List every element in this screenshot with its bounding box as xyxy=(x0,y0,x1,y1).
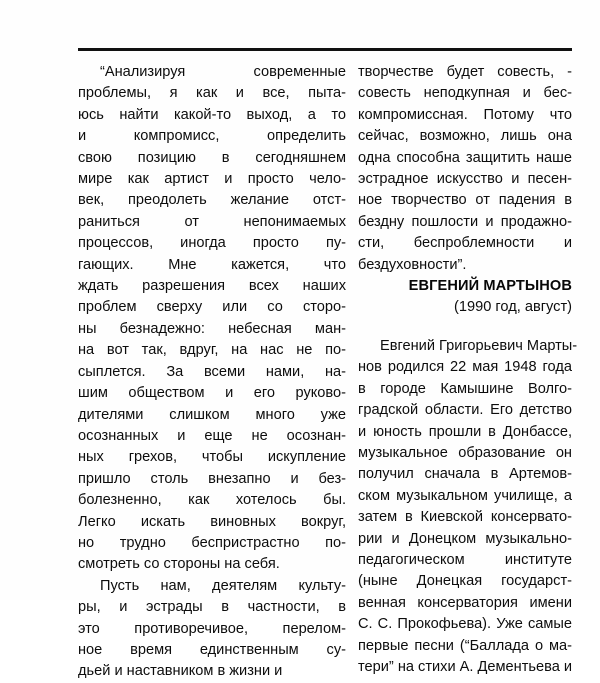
text-line: педагогическом институте xyxy=(358,551,572,568)
text-line: проблемы, я как и все, пыта- xyxy=(78,85,346,102)
text-line: Легко искать виновных вокруг, xyxy=(78,513,346,530)
author-name: ЕВГЕНИЙ МАРТЫНОВ xyxy=(408,278,572,295)
text-line: тери” на стихи А. Дементьева и xyxy=(358,658,573,675)
text-line: шим обществом и его руково- xyxy=(78,385,346,402)
text-line: ное творчество от падения в xyxy=(358,192,572,209)
text-line: век, преодолеть желание отст- xyxy=(78,192,346,209)
text-line: ны безнадежно: небесная ман- xyxy=(78,320,346,337)
text-line: дителями слишком много уже xyxy=(78,406,346,423)
biography-paragraph xyxy=(358,336,578,679)
text-line: на вот так, вдруг, на нас не по- xyxy=(78,342,346,359)
text-line: ных грехов, чтобы искупление xyxy=(78,449,346,466)
text-line: и юность прошли в Донбассе, xyxy=(358,423,572,440)
text-line: Евгений Григорьевич Марты- xyxy=(380,337,578,354)
text-line: нов родился 22 мая 1948 года xyxy=(358,359,572,376)
text-line: рии и Донецком музыкально- xyxy=(358,530,572,547)
text-line: компромиссная. Потому что xyxy=(358,106,572,123)
top-horizontal-rule xyxy=(78,48,572,51)
text-line: венная консерватория имени xyxy=(358,594,572,611)
text-line: затем в Киевской консервато- xyxy=(358,509,572,526)
text-line: в городе Камышине Волго- xyxy=(358,380,572,397)
text-line: совесть неподкупная и бес- xyxy=(358,85,572,102)
text-line: сыплется. За всеми нами, на- xyxy=(78,363,346,380)
text-line: свою позицию в сегодняшнем xyxy=(78,149,346,166)
quote-continuation-paragraph xyxy=(358,62,572,276)
text-line: получил сначала в Артемов- xyxy=(358,466,572,483)
text-line: это противоречивое, перелом- xyxy=(78,620,346,637)
text-line: первые песни (“Баллада о ма- xyxy=(358,637,572,654)
text-line: процессов, иногда просто пу- xyxy=(78,235,346,252)
text-line: творчестве будет совесть, - xyxy=(358,64,572,80)
quote-paragraph-1 xyxy=(78,62,346,576)
text-line: С. С. Прокофьева). Уже самые xyxy=(358,616,572,633)
text-line: и компромисс, определить xyxy=(78,128,346,145)
paragraph-spacer xyxy=(358,319,572,336)
text-line: сти, беспроблемности и xyxy=(358,235,572,252)
text-line: “Анализируя современные xyxy=(100,64,346,80)
text-line: эстрадное искусство и песен- xyxy=(358,171,572,188)
author-date: (1990 год, август) xyxy=(454,299,572,316)
text-line: одна способна защитить наше xyxy=(358,149,572,166)
text-line: болезненно, как хотелось бы. xyxy=(78,492,346,509)
text-line: пришло столь внезапно и без- xyxy=(78,470,346,487)
text-line: бездну пошлости и продажно- xyxy=(358,213,572,230)
text-line: ры, и эстрады в частности, в xyxy=(78,599,346,616)
text-line: мире как артист и просто чело- xyxy=(78,171,346,188)
text-line: бездуховности”. xyxy=(358,256,467,273)
two-column-text-body xyxy=(0,62,600,683)
left-text-column xyxy=(78,62,346,683)
text-line: юсь найти какой-то выход, а то xyxy=(78,106,346,123)
text-line: ждать разрешения всех наших xyxy=(78,278,346,295)
text-line: ное время единственным су- xyxy=(78,641,346,658)
text-line: гающих. Мне кажется, что xyxy=(78,256,346,273)
text-line: ском музыкальном училище, а xyxy=(358,487,572,504)
quote-paragraph-2 xyxy=(78,576,346,683)
text-line: осознанных и еще не осознан- xyxy=(78,427,346,444)
text-line: градской области. Его детство xyxy=(358,402,572,419)
text-line: (ныне Донецкая государст- xyxy=(358,573,572,590)
right-text-column xyxy=(358,62,578,678)
text-line: смотреть со стороны на себя. xyxy=(78,556,280,573)
text-line: проблем сверху или со сторо- xyxy=(78,299,346,316)
text-line: сейчас, возможно, лишь она xyxy=(358,128,572,145)
text-line: раниться от непонимаемых xyxy=(78,213,346,230)
text-line: музыкальное образование он xyxy=(358,444,572,461)
text-line: Пусть нам, деятелям культу- xyxy=(100,577,346,594)
text-line: дьей и наставником в жизни и xyxy=(78,663,283,680)
text-line: но трудно беспристрастно по- xyxy=(78,534,346,551)
